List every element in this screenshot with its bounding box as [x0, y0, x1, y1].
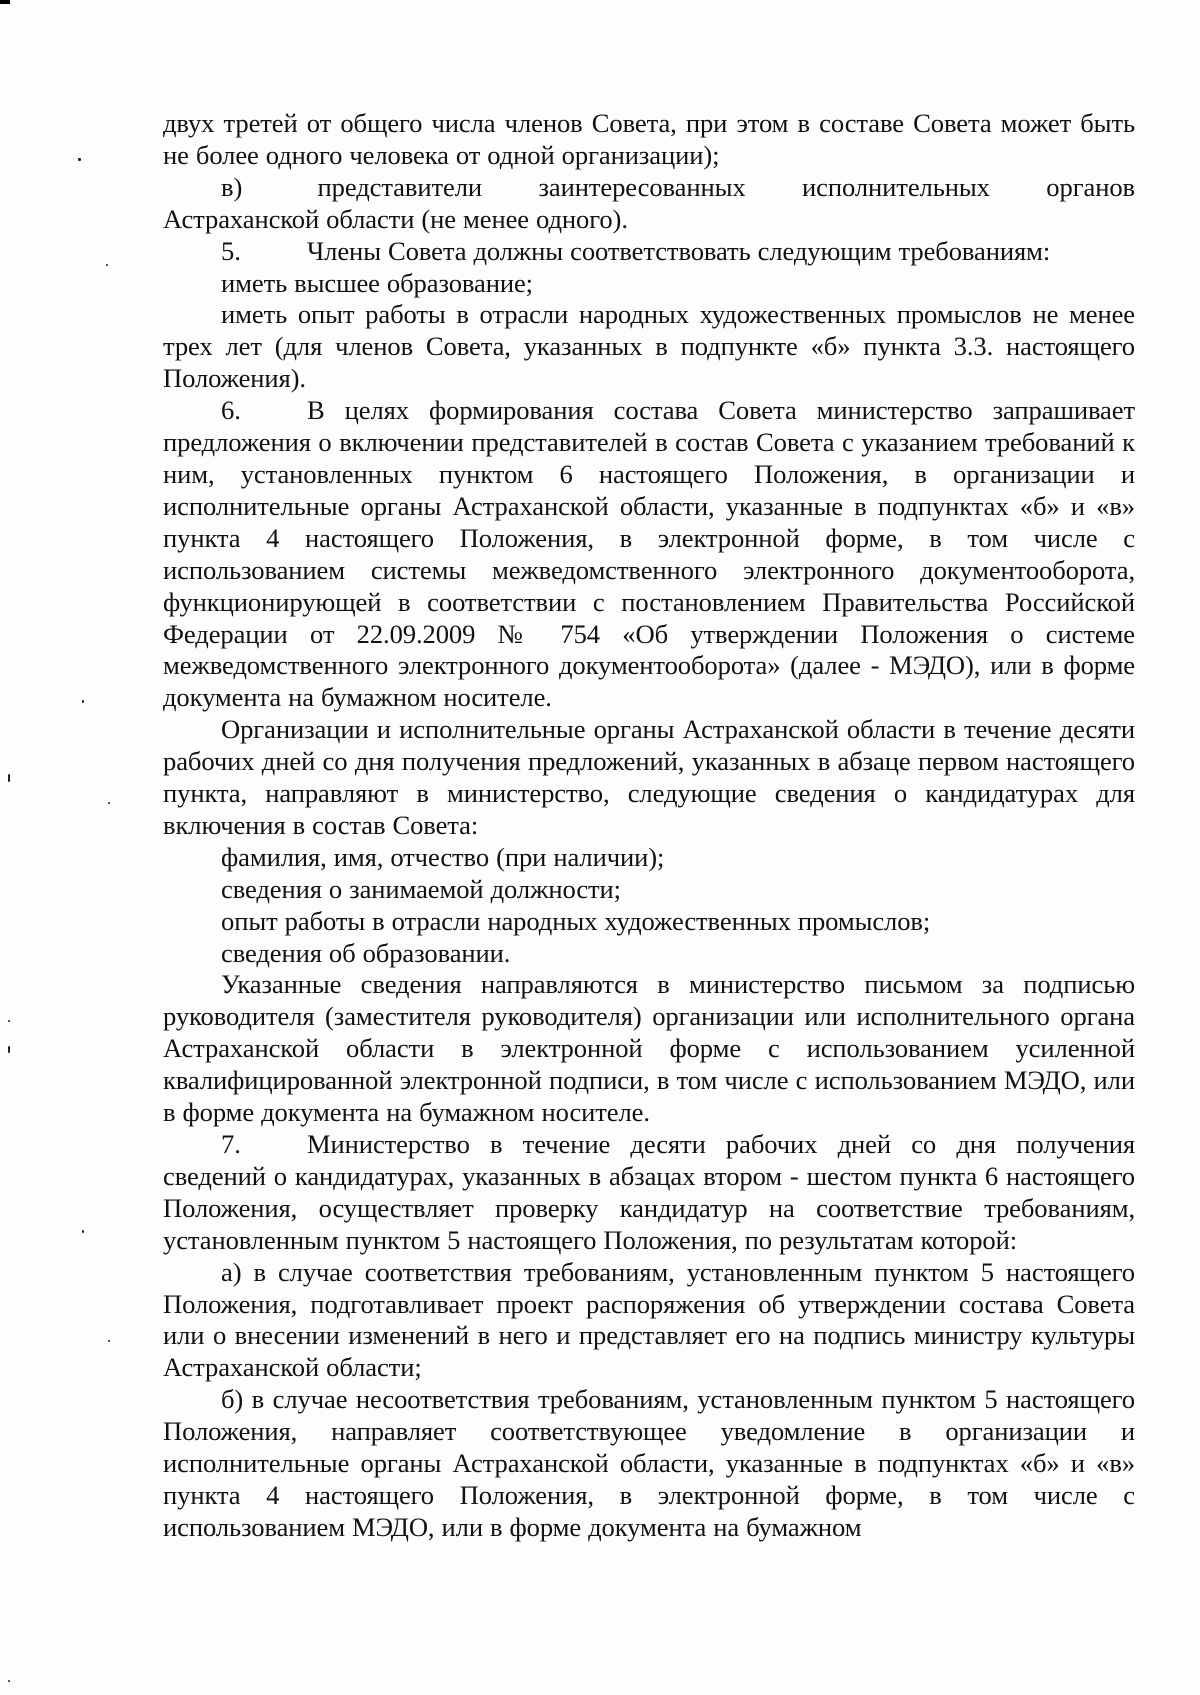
- paragraph-list-name: фамилия, имя, отчество (при наличии);: [221, 841, 665, 872]
- paragraph-continuation: двух третей от общего числа членов Совета, при этом в составе Совета может быть не более одного человека от одной организации);: [163, 108, 1135, 170]
- scan-speck: [108, 802, 110, 804]
- scan-speck: [82, 700, 84, 703]
- paragraph-subitem-a: а) в случае соответствия требованиям, установленным пунктом 5 настоящего Положения, подготавливает проект распоряжения об утверждении состава Совета или о внесении изменений в него и представляет его на подпись министру культуры Астраханской области;: [163, 1256, 1135, 1383]
- paragraph-requirement-experience: иметь опыт работы в отрасли народных художественных промыслов не менее трех лет (для членов Совета, указанных в подпункте «б» пункта 3.3. настоящего Положения).: [163, 299, 1135, 394]
- paragraph-requirement-education: иметь высшее образование;: [221, 267, 533, 298]
- item-number: 7.: [221, 1129, 241, 1159]
- scan-speck: [8, 1680, 10, 1682]
- scan-speck: [78, 158, 81, 161]
- scan-speck: [8, 1046, 10, 1053]
- item-text: Члены Совета должны соответствовать следующим требованиям:: [307, 235, 1051, 266]
- paragraph-item-6: [163, 395, 1135, 714]
- paragraph-subitem-v: в) представители заинтересованных исполнительных органов Астраханской области (не менее одного).: [163, 171, 1135, 234]
- paragraph-item-5: [163, 236, 1135, 268]
- scan-speck: [106, 264, 108, 266]
- scan-speck: [8, 1020, 10, 1022]
- scan-speck: [108, 1340, 110, 1342]
- paragraph-list-position: сведения о занимаемой должности;: [221, 873, 621, 904]
- paragraph-list-experience: опыт работы в отрасли народных художественных промыслов;: [221, 905, 931, 936]
- item-number: 5.: [221, 235, 241, 266]
- item-text: В целях формирования состава Совета министерство запрашивает предложения о включении представителей в состав Совета с указанием требований к ним, установленных пунктом 6 настоящего Положения, в организации и исполнительные органы Астраханской области, указанные в подпунктах «б» и «в» пункта 4 настоящего Положения, в электронной форме, в том числе с использованием системы межведомственного электронного документооборота, функционирующей в соответствии с постановлением Правительства Российской Федерации от 22.09.2009 № 754 «Об утверждении Положения о системе межведомственного электронного документооборота» (далее - МЭДО), или в форме документа на бумажном носителе.: [163, 395, 1135, 713]
- scan-speck: [82, 1230, 84, 1233]
- item-text: Министерство в течение десяти рабочих дней со дня получения сведений о кандидатурах, указанных в абзацах втором - шестом пункта 6 настоящего Положения, осуществляет проверку кандидатур на соответствие требованиям, установленным пунктом 5 настоящего Положения, по результатам которой:: [163, 1129, 1135, 1255]
- document-body: [163, 108, 1135, 1544]
- paragraph-signature-info: Указанные сведения направляются в министерство письмом за подписью руководителя (заместителя руководителя) организации или исполнительного органа Астраханской области в электронной форме с использованием усиленной квалифицированной электронной подписи, в том числе с использованием МЭДО, или в форме документа на бумажном носителе.: [163, 969, 1135, 1128]
- paragraph-organizations-submit: Организации и исполнительные органы Астраханской области в течение десяти рабочих дней со дня получения предложений, указанных в абзаце первом настоящего пункта, направляют в министерство, следующие сведения о кандидатурах для включения в состав Совета:: [163, 714, 1135, 840]
- scan-speck: [8, 774, 10, 782]
- item-number: 6.: [221, 395, 241, 426]
- paragraph-subitem-b: б) в случае несоответствия требованиям, установленным пунктом 5 настоящего Положения, направляет соответствующее уведомление в организации и исполнительные органы Астраханской области, указанные в подпунктах «б» и «в» пункта 4 настоящего Положения, в электронной форме, в том числе с использованием МЭДО, или в форме документа на бумажном: [163, 1384, 1135, 1542]
- paragraph-list-education: сведения об образовании.: [221, 937, 511, 968]
- paragraph-item-7: [163, 1129, 1135, 1257]
- scan-corner-mark: [0, 0, 10, 4]
